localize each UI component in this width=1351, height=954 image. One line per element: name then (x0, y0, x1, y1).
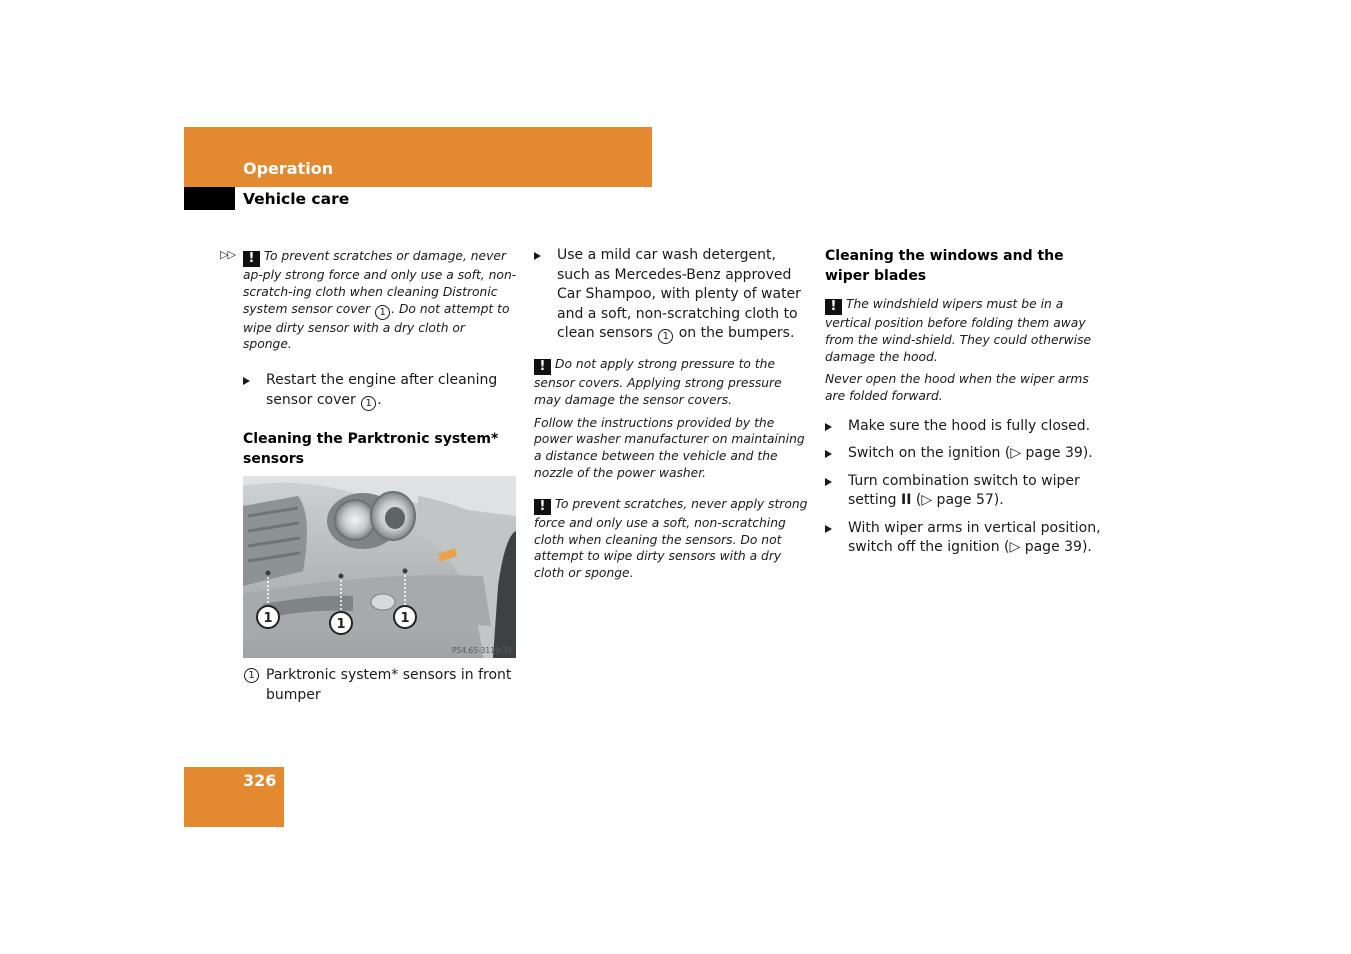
page-number: 326 (243, 771, 277, 790)
callout-marker: 1 (375, 305, 390, 320)
bullet-arrow-icon (825, 423, 832, 431)
column-3 (825, 246, 1101, 558)
callout-1-right (394, 606, 416, 628)
page-reference[interactable]: ▷ page 39 (1009, 539, 1082, 556)
column-1 (220, 248, 517, 705)
car-front-bumper-illustration (243, 476, 516, 658)
column-2 (534, 246, 808, 582)
section-title: Operation (243, 159, 334, 178)
step-wiper-setting: Turn combination switch to wiper setting II (▷ page 57). (825, 472, 1101, 511)
sensor-pressure-warning: ! Do not apply strong pressure to the sensor covers. Applying strong pressure may damage the sensor covers. (534, 357, 782, 407)
callout-number: 1 (263, 610, 273, 626)
callout-marker: 1 (658, 329, 673, 344)
subsection-title: Vehicle care (243, 190, 350, 208)
page-reference[interactable]: ▷ page 39 (1010, 445, 1083, 462)
step-hood-closed: Make sure the hood is fully closed. (825, 417, 1101, 437)
callout-1-left (257, 606, 279, 628)
callout-marker: 1 (244, 668, 259, 683)
step-ignition-on: Switch on the ignition (▷ page 39). (825, 444, 1101, 464)
bullet-arrow-icon (534, 252, 541, 260)
bullet-arrow-icon (825, 450, 832, 458)
callout-1-middle (330, 612, 352, 634)
callout-number: 1 (400, 610, 410, 626)
parktronic-sensors-figure (243, 476, 516, 658)
warning-icon: ! (825, 299, 842, 315)
wiper-position-warning: ! The windshield wipers must be in a vertical position before folding them away from the wind-shield. They could otherwise damage the hood. (825, 297, 1092, 364)
step-car-wash-detergent: Use a mild car wash detergent, such as Mercedes-Benz approved Car Shampoo, with plenty of water and a soft, non-scratching cloth to clean sensors 1 on the bumpers. (534, 246, 808, 344)
bullet-arrow-icon (825, 478, 832, 486)
continued-arrows-icon: ▷▷ (220, 248, 235, 261)
header-bar (184, 127, 652, 187)
section-tab (184, 187, 235, 210)
scratch-warning-note: ! To prevent scratches, never apply strong force and only use a soft, non-scratching cloth when cleaning the sensors. Do not attempt to wipe dirty sensors with a dry cloth or sponge. (534, 496, 808, 581)
bullet-arrow-icon (825, 525, 832, 533)
step-restart-engine: Restart the engine after cleaning sensor cover 1 . (243, 371, 517, 411)
windows-wiper-heading: Cleaning the windows and the wiper blades (825, 248, 1064, 284)
warning-icon: ! (534, 499, 551, 515)
warning-icon: ! (534, 359, 551, 375)
distronic-warning-note: ! To prevent scratches or damage, never ap-ply strong force and only use a soft, non-scratch-ing cloth when cleaning Distronic system sensor cover 1 . Do not attempt to wipe dirty sensor with a dry cloth or sponge. (243, 249, 517, 352)
hood-note: Never open the hood when the wiper arms are folded forward. (825, 372, 1089, 404)
step-ignition-off: With wiper arms in vertical position, switch off the ignition (▷ page 39). (825, 519, 1101, 558)
figure-caption: 1 Parktronic system* sensors in front bumper (243, 665, 517, 705)
power-washer-note: Follow the instructions provided by the power washer manufacturer on maintaining a distance between the vehicle and the nozzle of the power washer. (534, 415, 805, 480)
figure-code: P54.65-3119-31 (451, 645, 512, 655)
warning-icon: ! (243, 251, 260, 267)
wiper-setting-value: II (901, 492, 912, 509)
callout-marker: 1 (361, 396, 376, 411)
bullet-arrow-icon (243, 377, 250, 385)
callout-number: 1 (336, 616, 346, 632)
parktronic-heading: Cleaning the Parktronic system* sensors (243, 430, 499, 467)
page-reference[interactable]: ▷ page 57 (921, 492, 994, 509)
